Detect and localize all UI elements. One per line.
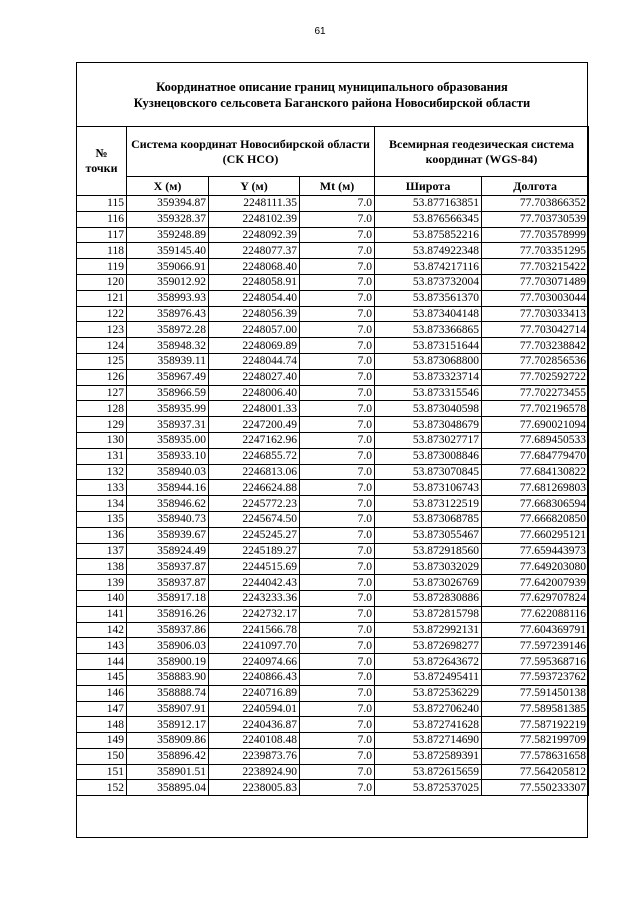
y-cell: 2240108.48 xyxy=(209,733,300,749)
y-cell: 2244515.69 xyxy=(209,559,300,575)
x-cell: 358888.74 xyxy=(127,685,209,701)
y-cell: 2248054.40 xyxy=(209,290,300,306)
longitude-cell: 77.703238842 xyxy=(482,338,589,354)
latitude-cell: 53.873027717 xyxy=(375,432,482,448)
point-number-cell: 137 xyxy=(77,543,127,559)
latitude-cell: 53.872615659 xyxy=(375,764,482,780)
y-cell: 2248027.40 xyxy=(209,369,300,385)
mt-cell: 7.0 xyxy=(300,780,375,796)
mt-cell: 7.0 xyxy=(300,575,375,591)
longitude-cell: 77.681269803 xyxy=(482,480,589,496)
latitude-cell: 53.876566345 xyxy=(375,211,482,227)
table-row xyxy=(77,227,589,243)
latitude-cell: 53.873055467 xyxy=(375,527,482,543)
header-latitude: Широта xyxy=(375,177,482,196)
mt-cell: 7.0 xyxy=(300,606,375,622)
y-cell: 2248006.40 xyxy=(209,385,300,401)
mt-cell: 7.0 xyxy=(300,669,375,685)
longitude-cell: 77.629707824 xyxy=(482,590,589,606)
x-cell: 359328.37 xyxy=(127,211,209,227)
table-row xyxy=(77,448,589,464)
longitude-cell: 77.550233307 xyxy=(482,780,589,796)
point-number-cell: 125 xyxy=(77,353,127,369)
table-row xyxy=(77,338,589,354)
y-cell: 2242732.17 xyxy=(209,606,300,622)
table-row xyxy=(77,322,589,338)
mt-cell: 7.0 xyxy=(300,211,375,227)
y-cell: 2246813.06 xyxy=(209,464,300,480)
latitude-cell: 53.872830886 xyxy=(375,590,482,606)
table-row xyxy=(77,638,589,654)
longitude-cell: 77.649203080 xyxy=(482,559,589,575)
longitude-cell: 77.589581385 xyxy=(482,701,589,717)
table-row xyxy=(77,654,589,670)
mt-cell: 7.0 xyxy=(300,748,375,764)
longitude-cell: 77.703578999 xyxy=(482,227,589,243)
table-row xyxy=(77,496,589,512)
longitude-cell: 77.703215422 xyxy=(482,259,589,275)
point-number-cell: 130 xyxy=(77,432,127,448)
x-cell: 359248.89 xyxy=(127,227,209,243)
table-row xyxy=(77,385,589,401)
table-row xyxy=(77,259,589,275)
point-number-cell: 134 xyxy=(77,496,127,512)
table-row xyxy=(77,306,589,322)
latitude-cell: 53.872536229 xyxy=(375,685,482,701)
point-number-cell: 126 xyxy=(77,369,127,385)
mt-cell: 7.0 xyxy=(300,385,375,401)
table-row xyxy=(77,701,589,717)
mt-cell: 7.0 xyxy=(300,243,375,259)
mt-cell: 7.0 xyxy=(300,401,375,417)
longitude-cell: 77.604369791 xyxy=(482,622,589,638)
x-cell: 358976.43 xyxy=(127,306,209,322)
coordinate-table xyxy=(76,126,589,796)
table-row xyxy=(77,464,589,480)
point-number-cell: 132 xyxy=(77,464,127,480)
y-cell: 2248068.40 xyxy=(209,259,300,275)
table-row xyxy=(77,733,589,749)
x-cell: 358972.28 xyxy=(127,322,209,338)
x-cell: 358940.73 xyxy=(127,511,209,527)
x-cell: 358917.18 xyxy=(127,590,209,606)
header-mt: Mt (м) xyxy=(300,177,375,196)
longitude-cell: 77.703042714 xyxy=(482,322,589,338)
table-row xyxy=(77,764,589,780)
latitude-cell: 53.873068800 xyxy=(375,353,482,369)
mt-cell: 7.0 xyxy=(300,448,375,464)
point-number-cell: 145 xyxy=(77,669,127,685)
y-cell: 2240436.87 xyxy=(209,717,300,733)
y-cell: 2240974.66 xyxy=(209,654,300,670)
title-line-1: Координатное описание границ муниципального образования xyxy=(156,79,508,94)
y-cell: 2247162.96 xyxy=(209,432,300,448)
latitude-cell: 53.873366865 xyxy=(375,322,482,338)
longitude-cell: 77.659443973 xyxy=(482,543,589,559)
longitude-cell: 77.684130822 xyxy=(482,464,589,480)
longitude-cell: 77.703730539 xyxy=(482,211,589,227)
point-number-cell: 140 xyxy=(77,590,127,606)
table-row xyxy=(77,369,589,385)
x-cell: 358935.00 xyxy=(127,432,209,448)
y-cell: 2245772.23 xyxy=(209,496,300,512)
x-cell: 358937.87 xyxy=(127,559,209,575)
x-cell: 358993.93 xyxy=(127,290,209,306)
mt-cell: 7.0 xyxy=(300,464,375,480)
table-row xyxy=(77,527,589,543)
table-row xyxy=(77,780,589,796)
point-number-cell: 128 xyxy=(77,401,127,417)
x-cell: 359066.91 xyxy=(127,259,209,275)
point-number-cell: 131 xyxy=(77,448,127,464)
header-point-number: № точки xyxy=(77,127,127,196)
table-row xyxy=(77,432,589,448)
longitude-cell: 77.702273455 xyxy=(482,385,589,401)
latitude-cell: 53.873561370 xyxy=(375,290,482,306)
mt-cell: 7.0 xyxy=(300,733,375,749)
latitude-cell: 53.872815798 xyxy=(375,606,482,622)
point-number-cell: 133 xyxy=(77,480,127,496)
y-cell: 2248069.89 xyxy=(209,338,300,354)
mt-cell: 7.0 xyxy=(300,559,375,575)
point-number-cell: 122 xyxy=(77,306,127,322)
x-cell: 358967.49 xyxy=(127,369,209,385)
longitude-cell: 77.593723762 xyxy=(482,669,589,685)
mt-cell: 7.0 xyxy=(300,511,375,527)
table-row xyxy=(77,622,589,638)
mt-cell: 7.0 xyxy=(300,353,375,369)
table-row xyxy=(77,543,589,559)
longitude-cell: 77.582199709 xyxy=(482,733,589,749)
point-number-cell: 120 xyxy=(77,274,127,290)
latitude-cell: 53.873732004 xyxy=(375,274,482,290)
longitude-cell: 77.595368716 xyxy=(482,654,589,670)
x-cell: 359012.92 xyxy=(127,274,209,290)
table-row xyxy=(77,511,589,527)
table-body xyxy=(77,196,589,796)
x-cell: 358909.86 xyxy=(127,733,209,749)
table-row xyxy=(77,417,589,433)
y-cell: 2248001.33 xyxy=(209,401,300,417)
point-number-cell: 127 xyxy=(77,385,127,401)
x-cell: 358937.86 xyxy=(127,622,209,638)
mt-cell: 7.0 xyxy=(300,685,375,701)
table-row xyxy=(77,748,589,764)
mt-cell: 7.0 xyxy=(300,306,375,322)
point-number-cell: 143 xyxy=(77,638,127,654)
longitude-cell: 77.690021094 xyxy=(482,417,589,433)
mt-cell: 7.0 xyxy=(300,338,375,354)
mt-cell: 7.0 xyxy=(300,527,375,543)
longitude-cell: 77.702196578 xyxy=(482,401,589,417)
latitude-cell: 53.873323714 xyxy=(375,369,482,385)
table-row xyxy=(77,480,589,496)
table-row xyxy=(77,575,589,591)
mt-cell: 7.0 xyxy=(300,654,375,670)
x-cell: 358939.67 xyxy=(127,527,209,543)
x-cell: 358946.62 xyxy=(127,496,209,512)
table-row xyxy=(77,685,589,701)
latitude-cell: 53.873026769 xyxy=(375,575,482,591)
longitude-cell: 77.703351295 xyxy=(482,243,589,259)
longitude-cell: 77.597239146 xyxy=(482,638,589,654)
latitude-cell: 53.872643672 xyxy=(375,654,482,670)
y-cell: 2240716.89 xyxy=(209,685,300,701)
longitude-cell: 77.684779470 xyxy=(482,448,589,464)
longitude-cell: 77.702592722 xyxy=(482,369,589,385)
y-cell: 2248057.00 xyxy=(209,322,300,338)
table-row xyxy=(77,353,589,369)
mt-cell: 7.0 xyxy=(300,274,375,290)
latitude-cell: 53.873008846 xyxy=(375,448,482,464)
point-number-cell: 149 xyxy=(77,733,127,749)
y-cell: 2248077.37 xyxy=(209,243,300,259)
y-cell: 2239873.76 xyxy=(209,748,300,764)
title-line-2: Кузнецовского сельсовета Баганского района Новосибирской области xyxy=(133,95,531,110)
longitude-cell: 77.703033413 xyxy=(482,306,589,322)
y-cell: 2238005.83 xyxy=(209,780,300,796)
x-cell: 358939.11 xyxy=(127,353,209,369)
x-cell: 358933.10 xyxy=(127,448,209,464)
x-cell: 358912.17 xyxy=(127,717,209,733)
latitude-cell: 53.875852216 xyxy=(375,227,482,243)
latitude-cell: 53.873068785 xyxy=(375,511,482,527)
x-cell: 358937.87 xyxy=(127,575,209,591)
document-title xyxy=(77,63,587,127)
y-cell: 2247200.49 xyxy=(209,417,300,433)
x-cell: 358906.03 xyxy=(127,638,209,654)
mt-cell: 7.0 xyxy=(300,417,375,433)
point-number-cell: 141 xyxy=(77,606,127,622)
y-cell: 2245674.50 xyxy=(209,511,300,527)
mt-cell: 7.0 xyxy=(300,227,375,243)
x-cell: 358901.51 xyxy=(127,764,209,780)
x-cell: 358907.91 xyxy=(127,701,209,717)
latitude-cell: 53.874217116 xyxy=(375,259,482,275)
longitude-cell: 77.703003044 xyxy=(482,290,589,306)
mt-cell: 7.0 xyxy=(300,196,375,212)
longitude-cell: 77.642007939 xyxy=(482,575,589,591)
y-cell: 2248111.35 xyxy=(209,196,300,212)
table-row xyxy=(77,401,589,417)
header-y: Y (м) xyxy=(209,177,300,196)
y-cell: 2243233.36 xyxy=(209,590,300,606)
longitude-cell: 77.587192219 xyxy=(482,717,589,733)
longitude-cell: 77.591450138 xyxy=(482,685,589,701)
point-number-cell: 150 xyxy=(77,748,127,764)
point-number-cell: 123 xyxy=(77,322,127,338)
x-cell: 358966.59 xyxy=(127,385,209,401)
point-number-cell: 119 xyxy=(77,259,127,275)
point-number-cell: 124 xyxy=(77,338,127,354)
latitude-cell: 53.873048679 xyxy=(375,417,482,433)
coordinate-table-frame xyxy=(76,62,588,838)
point-number-cell: 139 xyxy=(77,575,127,591)
table-row xyxy=(77,606,589,622)
page-number: 61 xyxy=(314,26,326,37)
latitude-cell: 53.872918560 xyxy=(375,543,482,559)
y-cell: 2245189.27 xyxy=(209,543,300,559)
point-number-cell: 148 xyxy=(77,717,127,733)
x-cell: 358924.49 xyxy=(127,543,209,559)
point-number-cell: 146 xyxy=(77,685,127,701)
mt-cell: 7.0 xyxy=(300,638,375,654)
latitude-cell: 53.873106743 xyxy=(375,480,482,496)
mt-cell: 7.0 xyxy=(300,701,375,717)
header-local-system: Система координат Новосибирской области (СК НСО) xyxy=(127,127,375,177)
point-number-cell: 121 xyxy=(77,290,127,306)
latitude-cell: 53.873070845 xyxy=(375,464,482,480)
mt-cell: 7.0 xyxy=(300,322,375,338)
y-cell: 2240866.43 xyxy=(209,669,300,685)
y-cell: 2244042.43 xyxy=(209,575,300,591)
longitude-cell: 77.578631658 xyxy=(482,748,589,764)
table-row xyxy=(77,717,589,733)
point-number-cell: 152 xyxy=(77,780,127,796)
point-number-cell: 138 xyxy=(77,559,127,575)
mt-cell: 7.0 xyxy=(300,290,375,306)
point-number-cell: 116 xyxy=(77,211,127,227)
latitude-cell: 53.873151644 xyxy=(375,338,482,354)
point-number-cell: 117 xyxy=(77,227,127,243)
latitude-cell: 53.872698277 xyxy=(375,638,482,654)
mt-cell: 7.0 xyxy=(300,717,375,733)
y-cell: 2240594.01 xyxy=(209,701,300,717)
y-cell: 2248044.74 xyxy=(209,353,300,369)
longitude-cell: 77.703071489 xyxy=(482,274,589,290)
point-number-cell: 144 xyxy=(77,654,127,670)
header-longitude: Долгота xyxy=(482,177,589,196)
header-wgs-system: Всемирная геодезическая система координат (WGS-84) xyxy=(375,127,589,177)
latitude-cell: 53.873315546 xyxy=(375,385,482,401)
longitude-cell: 77.689450533 xyxy=(482,432,589,448)
latitude-cell: 53.872537025 xyxy=(375,780,482,796)
table-row xyxy=(77,211,589,227)
x-cell: 358944.16 xyxy=(127,480,209,496)
longitude-cell: 77.564205812 xyxy=(482,764,589,780)
x-cell: 358935.99 xyxy=(127,401,209,417)
mt-cell: 7.0 xyxy=(300,432,375,448)
x-cell: 359145.40 xyxy=(127,243,209,259)
y-cell: 2246624.88 xyxy=(209,480,300,496)
table-row xyxy=(77,559,589,575)
mt-cell: 7.0 xyxy=(300,764,375,780)
y-cell: 2241097.70 xyxy=(209,638,300,654)
x-cell: 359394.87 xyxy=(127,196,209,212)
longitude-cell: 77.668306594 xyxy=(482,496,589,512)
latitude-cell: 53.877163851 xyxy=(375,196,482,212)
y-cell: 2248102.39 xyxy=(209,211,300,227)
mt-cell: 7.0 xyxy=(300,590,375,606)
point-number-cell: 118 xyxy=(77,243,127,259)
y-cell: 2248058.91 xyxy=(209,274,300,290)
y-cell: 2246855.72 xyxy=(209,448,300,464)
latitude-cell: 53.873040598 xyxy=(375,401,482,417)
y-cell: 2248092.39 xyxy=(209,227,300,243)
longitude-cell: 77.702856536 xyxy=(482,353,589,369)
latitude-cell: 53.874922348 xyxy=(375,243,482,259)
mt-cell: 7.0 xyxy=(300,543,375,559)
longitude-cell: 77.666820850 xyxy=(482,511,589,527)
x-cell: 358900.19 xyxy=(127,654,209,670)
latitude-cell: 53.873404148 xyxy=(375,306,482,322)
point-number-cell: 115 xyxy=(77,196,127,212)
latitude-cell: 53.872714690 xyxy=(375,733,482,749)
x-cell: 358895.04 xyxy=(127,780,209,796)
latitude-cell: 53.873032029 xyxy=(375,559,482,575)
table-row xyxy=(77,590,589,606)
point-number-cell: 136 xyxy=(77,527,127,543)
x-cell: 358948.32 xyxy=(127,338,209,354)
mt-cell: 7.0 xyxy=(300,259,375,275)
longitude-cell: 77.622088116 xyxy=(482,606,589,622)
table-row xyxy=(77,290,589,306)
latitude-cell: 53.872589391 xyxy=(375,748,482,764)
latitude-cell: 53.872706240 xyxy=(375,701,482,717)
x-cell: 358896.42 xyxy=(127,748,209,764)
mt-cell: 7.0 xyxy=(300,496,375,512)
mt-cell: 7.0 xyxy=(300,480,375,496)
y-cell: 2238924.90 xyxy=(209,764,300,780)
latitude-cell: 53.872741628 xyxy=(375,717,482,733)
header-x: X (м) xyxy=(127,177,209,196)
x-cell: 358916.26 xyxy=(127,606,209,622)
y-cell: 2241566.78 xyxy=(209,622,300,638)
point-number-cell: 135 xyxy=(77,511,127,527)
x-cell: 358937.31 xyxy=(127,417,209,433)
table-row xyxy=(77,196,589,212)
longitude-cell: 77.703866352 xyxy=(482,196,589,212)
point-number-cell: 147 xyxy=(77,701,127,717)
point-number-cell: 129 xyxy=(77,417,127,433)
latitude-cell: 53.872495411 xyxy=(375,669,482,685)
latitude-cell: 53.872992131 xyxy=(375,622,482,638)
mt-cell: 7.0 xyxy=(300,622,375,638)
latitude-cell: 53.873122519 xyxy=(375,496,482,512)
table-row xyxy=(77,669,589,685)
longitude-cell: 77.660295121 xyxy=(482,527,589,543)
point-number-cell: 151 xyxy=(77,764,127,780)
x-cell: 358883.90 xyxy=(127,669,209,685)
y-cell: 2245245.27 xyxy=(209,527,300,543)
x-cell: 358940.03 xyxy=(127,464,209,480)
point-number-cell: 142 xyxy=(77,622,127,638)
y-cell: 2248056.39 xyxy=(209,306,300,322)
table-row xyxy=(77,274,589,290)
table-row xyxy=(77,243,589,259)
mt-cell: 7.0 xyxy=(300,369,375,385)
